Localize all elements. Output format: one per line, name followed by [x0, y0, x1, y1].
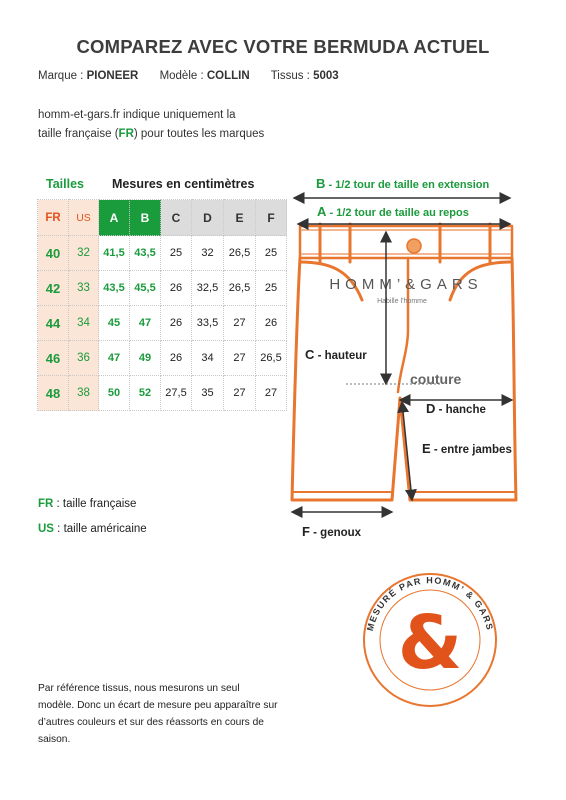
b-key: B [316, 176, 326, 191]
cell-e: 27 [224, 341, 256, 376]
col-header-c: C [161, 200, 192, 236]
cell-a: 50 [99, 376, 130, 411]
cell-fr: 46 [38, 341, 69, 376]
cell-e: 27 [224, 376, 256, 411]
cell-c: 26 [161, 341, 192, 376]
col-header-us: US [69, 200, 99, 236]
model-value: COLLIN [206, 70, 250, 82]
legend-us-code: US [38, 523, 54, 535]
fabric-value: 5003 [313, 70, 339, 82]
cell-fr: 42 [38, 271, 69, 306]
c-text: - hauteur [314, 350, 367, 362]
cell-e: 26,5 [224, 236, 256, 271]
page-title: COMPAREZ AVEC VOTRE BERMUDA ACTUEL [76, 36, 490, 57]
cell-us: 36 [69, 341, 99, 376]
col-header-a: A [99, 200, 130, 236]
cell-f: 25 [256, 236, 287, 271]
cell-a: 43,5 [99, 271, 130, 306]
c-key: C [305, 347, 315, 362]
cell-fr: 48 [38, 376, 69, 411]
cell-c: 27,5 [161, 376, 192, 411]
d-key: D [426, 401, 436, 416]
reference-note: Par référence tissus, nous mesurons un seul modèle. Donc un écart de mesure peu apparaître sur d’autres couleurs et sur des réassorts en cours de saison. [38, 683, 278, 745]
legend-fr-code: FR [38, 498, 54, 510]
cell-f: 25 [256, 271, 287, 306]
badge-ring-text: MESURÉ PAR HOMM’ & GARS [364, 575, 496, 632]
cell-fr: 44 [38, 306, 69, 341]
ampersand-logo: & [397, 600, 463, 686]
cell-e: 27 [224, 306, 256, 341]
cell-us: 33 [69, 271, 99, 306]
cell-d: 35 [192, 376, 224, 411]
col-header-b: B [130, 200, 161, 236]
cell-d: 32 [192, 236, 224, 271]
cell-d: 33,5 [192, 306, 224, 341]
cell-us: 32 [69, 236, 99, 271]
cell-e: 26,5 [224, 271, 256, 306]
cell-fr: 40 [38, 236, 69, 271]
brand-value: PIONEER [86, 70, 139, 82]
col-header-e: E [224, 200, 256, 236]
cell-b: 45,5 [130, 271, 161, 306]
intro-line-2-pre: taille française ( [38, 128, 119, 140]
intro-line-1: homm-et-gars.fr indique uniquement la [38, 109, 236, 121]
cell-b: 43,5 [130, 236, 161, 271]
e-key: E [422, 441, 431, 456]
c-label [305, 347, 367, 362]
measured-badge [364, 574, 496, 706]
col-header-f: F [256, 200, 287, 236]
tailles-heading: Tailles [46, 177, 84, 191]
a-label [317, 204, 469, 219]
cell-us: 38 [69, 376, 99, 411]
legend-us-text: : taille américaine [53, 523, 147, 535]
cell-c: 26 [161, 306, 192, 341]
f-label [302, 524, 361, 539]
cell-c: 26 [161, 271, 192, 306]
couture-label: couture [410, 371, 462, 387]
cell-a: 47 [99, 341, 130, 376]
cell-d: 34 [192, 341, 224, 376]
f-key: F [302, 524, 310, 539]
intro-line-2-post: ) pour toutes les marques [133, 128, 265, 140]
brand-label: Marque : [38, 70, 84, 82]
e-measure-line [402, 402, 412, 500]
cell-f: 27 [256, 376, 287, 411]
legend-fr-text: : taille française [53, 498, 137, 510]
b-label [316, 176, 489, 191]
d-label [426, 401, 486, 416]
cell-f: 26 [256, 306, 287, 341]
a-text: - 1/2 tour de taille au repos [326, 207, 469, 219]
cell-a: 45 [99, 306, 130, 341]
cell-b: 52 [130, 376, 161, 411]
cell-f: 26,5 [256, 341, 287, 376]
b-text: - 1/2 tour de taille en extension [325, 179, 490, 191]
shorts-logo [329, 276, 482, 305]
f-text: - genoux [309, 527, 362, 539]
cell-b: 49 [130, 341, 161, 376]
col-header-d: D [192, 200, 224, 236]
shorts-logo-sub: Habille l’homme [377, 298, 427, 305]
a-key: A [317, 204, 327, 219]
model-label: Modèle : [159, 70, 204, 82]
cell-c: 25 [161, 236, 192, 271]
e-label [422, 441, 512, 456]
cell-us: 34 [69, 306, 99, 341]
col-header-fr: FR [38, 200, 69, 236]
shorts-logo-text: HOMM’&GARS [329, 276, 483, 293]
cell-b: 47 [130, 306, 161, 341]
fabric-label: Tissus : [270, 70, 310, 82]
cell-d: 32,5 [192, 271, 224, 306]
intro-fr-code: FR [118, 128, 134, 140]
d-text: - hanche [435, 404, 486, 416]
mesures-heading: Mesures en centimètres [112, 177, 255, 191]
e-text: - entre jambes [430, 444, 512, 456]
cell-a: 41,5 [99, 236, 130, 271]
shorts-drawing [292, 224, 516, 500]
